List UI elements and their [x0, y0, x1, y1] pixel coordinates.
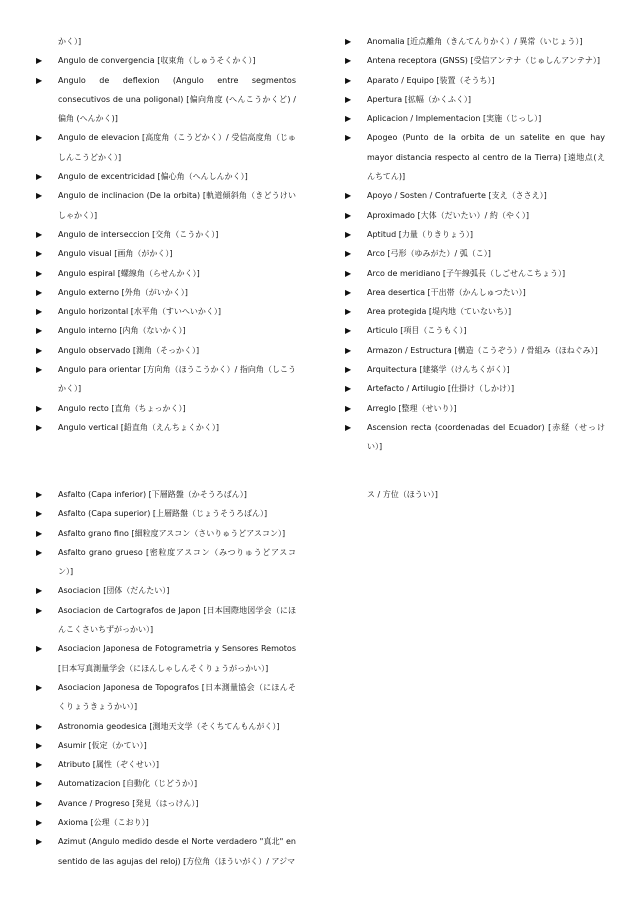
list-item-text: Angulo horizontal [水平角（すいへいかく）]: [58, 307, 222, 317]
list-item: [345, 341, 605, 360]
bullet-icon: ▶: [36, 422, 43, 432]
list-item-text: Area protegida [堤内地（ていないち）]: [367, 307, 512, 317]
list-item: [36, 813, 296, 832]
list-item: [345, 225, 605, 244]
left-bottom-list: [36, 485, 296, 871]
bullet-icon: ▶: [36, 403, 43, 413]
bullet-icon: ▶: [36, 547, 43, 557]
list-item-text: Antena receptora (GNSS) [受信アンテナ（じゅしんアンテナ）]: [367, 56, 601, 66]
list-item: [345, 32, 605, 51]
list-item-text: Avance / Progreso [発見（はっけん）]: [58, 798, 199, 808]
bullet-icon: ▶: [345, 287, 352, 297]
list-item-text: Articulo [項目（こうもく）]: [367, 326, 467, 336]
list-item: [36, 51, 296, 70]
bullet-icon: ▶: [36, 490, 43, 499]
bullet-icon: ▶: [36, 75, 43, 85]
list-item-text: Angulo de convergencia [収束角（しゅうそくかく）]: [58, 56, 256, 66]
list-item-text: Asociacion Japonesa de Fotogrametria y Sensores Remotos [日本写真測量学会（にほんしゃしんそくりょうがっかい）]: [58, 644, 296, 673]
list-item: [36, 736, 296, 755]
bullet-icon: ▶: [345, 249, 352, 259]
list-item: [36, 794, 296, 813]
list-item-text: Angulo espiral [螺線角（らせんかく）]: [58, 268, 200, 278]
list-item-text: Angulo vertical [鉛直角（えんちょくかく）]: [58, 422, 219, 432]
list-item: [36, 321, 296, 340]
bullet-icon: ▶: [345, 403, 352, 413]
list-item: [345, 90, 605, 109]
list-item-text: Artefacto / Artilugio [仕掛け（しかけ）]: [367, 384, 515, 394]
list-item-text: Asfalto (Capa inferior) [下層路盤（かそうろばん）]: [58, 490, 247, 499]
list-item-text: Armazon / Estructura [構造（こうぞう）/ 骨組み（ほねぐみ）]: [367, 345, 598, 355]
list-item: [36, 186, 296, 225]
bullet-icon: ▶: [36, 172, 43, 182]
list-item: [36, 71, 296, 129]
list-item: [36, 264, 296, 283]
list-item-text: Arco [弓形（ゆみがた）/ 弧（こ）]: [367, 249, 491, 259]
list-item-text: Angulo externo [外角（がいかく）]: [58, 287, 188, 297]
left-top-list: [36, 51, 296, 437]
list-item-text: Arco de meridiano [子午線弧長（しごせんこちょう）]: [367, 268, 566, 278]
list-item-text: Angulo de interseccion [交角（こうかく）]: [58, 229, 219, 239]
bullet-icon: ▶: [36, 760, 43, 770]
list-item: [36, 832, 296, 871]
list-item: [345, 264, 605, 283]
list-item-text: Angulo para orientar [方向角（ほうこうかく）/ 指向角（しこうかく）]: [58, 365, 296, 394]
bullet-icon: ▶: [36, 721, 43, 731]
list-item: [345, 360, 605, 379]
list-item-text: Asfalto grano grueso [密粒度アスコン（みつりゅうどアスコン）]: [58, 547, 296, 577]
list-item: [36, 225, 296, 244]
list-item: [345, 399, 605, 418]
bullet-icon: ▶: [36, 818, 43, 828]
bullet-icon: ▶: [36, 229, 43, 239]
list-item-text: Atributo [属性（ぞくせい）]: [58, 760, 159, 770]
list-item-text: Aplicacion / Implementacion [実施（じっし）]: [367, 114, 542, 124]
list-item: [345, 109, 605, 128]
list-item: [36, 639, 296, 678]
bullet-icon: ▶: [36, 586, 43, 596]
right-top-list: [345, 32, 605, 457]
bullet-icon: ▶: [345, 422, 352, 432]
bullet-icon: ▶: [345, 229, 352, 239]
list-item: [345, 321, 605, 340]
bullet-icon: ▶: [36, 644, 43, 654]
bullet-icon: ▶: [36, 345, 43, 355]
bullet-icon: ▶: [345, 114, 352, 124]
bullet-icon: ▶: [36, 528, 43, 538]
list-item-text: Asfalto (Capa superior) [上層路盤（じょうそうろばん）]: [58, 509, 268, 519]
list-item: [345, 186, 605, 205]
list-item: [345, 283, 605, 302]
list-item-text: Angulo de excentricidad [偏心角（へんしんかく）]: [58, 172, 248, 182]
left-column-top: [36, 32, 296, 437]
list-item-text: Aptitud [力量（りきりょう）]: [367, 229, 473, 239]
right-column-top: [345, 32, 605, 457]
list-item-continuation: [345, 485, 605, 504]
list-item-text: Astronomia geodesica [測地天文学（そくちてんもんがく）]: [58, 721, 280, 731]
bullet-icon: ▶: [345, 326, 352, 336]
list-item-text: Angulo observado [測角（そっかく）]: [58, 345, 200, 355]
bullet-icon: ▶: [36, 798, 43, 808]
list-item: [36, 360, 296, 399]
bullet-icon: ▶: [36, 365, 43, 375]
bullet-icon: ▶: [345, 37, 352, 46]
list-item: [36, 581, 296, 600]
bullet-icon: ▶: [36, 133, 43, 143]
list-item-text: Asociacion Japonesa de Topografos [日本測量協会（にほんそくりょうきょうかい）]: [58, 682, 296, 712]
list-item: [36, 755, 296, 774]
bullet-icon: ▶: [36, 307, 43, 317]
bullet-icon: ▶: [36, 326, 43, 336]
bullet-icon: ▶: [345, 94, 352, 104]
list-item-continuation: [36, 32, 296, 51]
list-item-text: Angulo de inclinacion (De la orbita) [軌道傾斜角（きどうけいしゃかく）]: [58, 191, 296, 220]
bullet-icon: ▶: [36, 605, 43, 615]
bullet-icon: ▶: [36, 779, 43, 789]
list-item-text: Angulo visual [画角（がかく）]: [58, 249, 173, 259]
list-item-text: Apogeo (Punto de la orbita de un satelite en que hay mayor distancia respecto al centro de la Tierra) [遠地点(えんちてん)]: [367, 133, 605, 182]
bullet-icon: ▶: [345, 345, 352, 355]
list-item: [36, 524, 296, 543]
bullet-icon: ▶: [345, 268, 352, 278]
list-item-text: Area desertica [干出帯（かんしゅつたい）]: [367, 287, 526, 297]
list-item: [36, 128, 296, 167]
bullet-icon: ▶: [36, 837, 43, 847]
list-item: [36, 283, 296, 302]
bullet-icon: ▶: [36, 509, 43, 519]
continuation-text: かく）]: [58, 37, 82, 46]
list-item: [345, 51, 605, 70]
list-item-text: Asfalto grano fino [細粒度アスコン（さいりゅうどアスコン）]: [58, 528, 286, 538]
list-item-text: Automatizacion [自動化（じどうか）]: [58, 779, 198, 789]
left-column-bottom: [36, 485, 296, 871]
list-item-text: Apoyo / Sosten / Contrafuerte [支え（ささえ）]: [367, 191, 547, 201]
list-item-text: Angulo interno [内角（ないかく）]: [58, 326, 186, 336]
list-item: [36, 504, 296, 523]
bullet-icon: ▶: [36, 268, 43, 278]
list-item-text: Ascension recta (coordenadas del Ecuador) [赤経（せっけい）]: [367, 422, 605, 452]
list-item: [345, 244, 605, 263]
list-item-text: Azimut (Angulo medido desde el Norte verdadero "真北" en sentido de las agujas del reloj) [方位角（ほういがく）/ アジマ: [58, 837, 296, 866]
list-item-text: Aparato / Equipo [装置（そうち）]: [367, 75, 495, 85]
list-item: [36, 678, 296, 717]
list-item: [36, 302, 296, 321]
bullet-icon: ▶: [345, 307, 352, 317]
list-item-text: Angulo de deflexion (Angulo entre segmentos consecutivos de una poligonal) [偏向角度 (へんこうかくど) / 偏角 (へんかく)]: [58, 75, 296, 124]
list-item-text: Arquitectura [建築学（けんちくがく）]: [367, 365, 510, 375]
bullet-icon: ▶: [36, 249, 43, 259]
list-item-text: Asociacion [団体（だんたい）]: [58, 586, 170, 596]
list-item: [345, 71, 605, 90]
list-item: [345, 379, 605, 398]
bullet-icon: ▶: [345, 191, 352, 201]
bullet-icon: ▶: [36, 191, 43, 201]
list-item: [36, 399, 296, 418]
list-item: [36, 341, 296, 360]
bullet-icon: ▶: [345, 384, 352, 394]
bullet-icon: ▶: [345, 133, 352, 143]
bullet-icon: ▶: [345, 210, 352, 220]
bullet-icon: ▶: [345, 365, 352, 375]
list-item: [36, 543, 296, 582]
bullet-icon: ▶: [345, 75, 352, 85]
list-item: [36, 717, 296, 736]
list-item: [345, 206, 605, 225]
bullet-icon: ▶: [36, 682, 43, 692]
right-column-bottom: [345, 485, 605, 504]
list-item: [345, 128, 605, 186]
list-item-text: Axioma [公理（こおり）]: [58, 818, 149, 828]
list-item: [36, 601, 296, 640]
list-item-text: Angulo de elevacion [高度角（こうどかく）/ 受信高度角（じゅしんこうどかく）]: [58, 133, 296, 162]
bullet-icon: ▶: [36, 740, 43, 750]
list-item: [345, 418, 605, 457]
list-item-text: Anomalia [近点離角（きんてんりかく）/ 異常（いじょう）]: [367, 37, 583, 46]
bullet-icon: ▶: [36, 56, 43, 66]
list-item-text: Apertura [拡幅（かくふく）]: [367, 94, 471, 104]
bullet-icon: ▶: [36, 287, 43, 297]
list-item: [36, 167, 296, 186]
list-item-text: Angulo recto [直角（ちょっかく）]: [58, 403, 186, 413]
list-item: [36, 418, 296, 437]
list-item-text: Asumir [仮定（かてい）]: [58, 740, 147, 750]
list-item-text: Aproximado [大体（だいたい）/ 約（やく）]: [367, 210, 529, 220]
list-item: [36, 244, 296, 263]
list-item-text: Arreglo [整理（せいり）]: [367, 403, 457, 413]
list-item: [36, 774, 296, 793]
list-item: [36, 485, 296, 504]
list-item-text: Asociacion de Cartografos de Japon [日本国際地図学会（にほんこくさいちずがっかい）]: [58, 605, 296, 635]
list-item: [345, 302, 605, 321]
continuation-text: ス / 方位（ほうい）]: [367, 490, 438, 499]
bullet-icon: ▶: [345, 56, 352, 66]
